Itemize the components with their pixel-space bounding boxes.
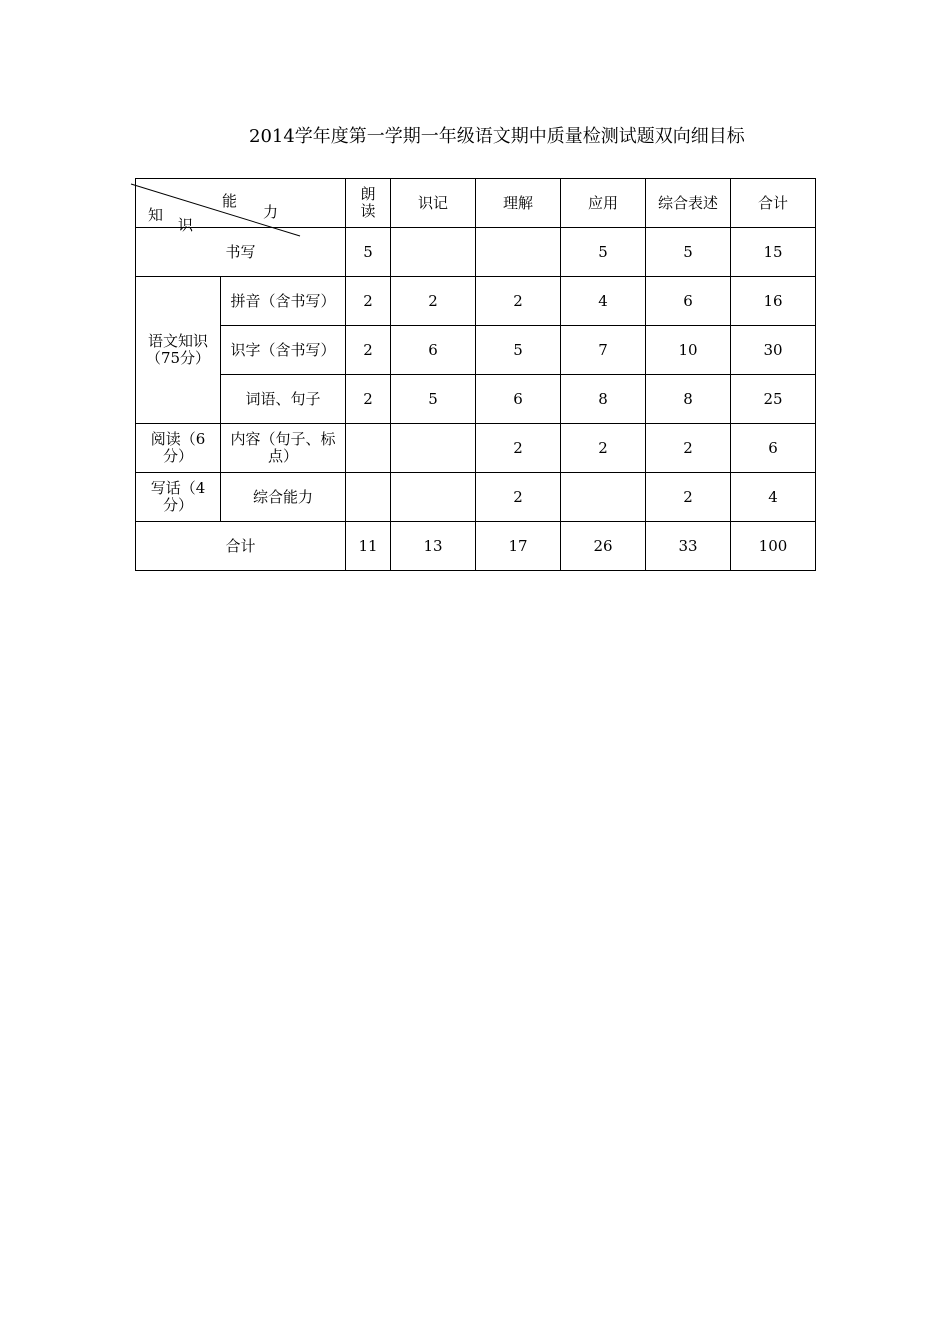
table-row	[136, 375, 816, 424]
table-cell: 7	[561, 326, 646, 375]
table-cell: 5	[646, 228, 731, 277]
table-cell: 5	[346, 228, 391, 277]
total-row	[136, 522, 816, 571]
table-cell: 4	[731, 473, 816, 522]
row-label-writing: 书写	[136, 228, 346, 277]
document-title: 2014学年度第一学期一年级语文期中质量检测试题双向细目标	[249, 126, 745, 147]
corner-knowledge-char-1: 知	[148, 206, 164, 224]
table-row	[136, 424, 816, 473]
table-cell: 4	[561, 277, 646, 326]
table-cell	[476, 228, 561, 277]
table-cell	[561, 473, 646, 522]
corner-knowledge-char-2: 识	[178, 216, 194, 234]
table-row	[136, 326, 816, 375]
row-label-characters: 识字（含书写）	[221, 326, 346, 375]
table-cell: 17	[476, 522, 561, 571]
table-cell: 5	[476, 326, 561, 375]
table-cell: 10	[646, 326, 731, 375]
table-cell	[346, 424, 391, 473]
table-cell: 25	[731, 375, 816, 424]
table-cell: 2	[646, 473, 731, 522]
header-total: 合计	[731, 179, 816, 228]
table-cell: 6	[476, 375, 561, 424]
header-memorize: 识记	[391, 179, 476, 228]
header-apply: 应用	[561, 179, 646, 228]
table-cell: 2	[476, 277, 561, 326]
table-cell: 2	[476, 473, 561, 522]
specification-table	[135, 178, 816, 571]
table-cell: 2	[646, 424, 731, 473]
table-cell	[391, 228, 476, 277]
table-cell: 5	[561, 228, 646, 277]
table-cell	[391, 473, 476, 522]
header-row	[136, 179, 816, 228]
diagonal-divider	[136, 179, 345, 228]
table-cell: 2	[391, 277, 476, 326]
table-cell: 2	[346, 375, 391, 424]
table-cell: 2	[561, 424, 646, 473]
table-cell: 2	[476, 424, 561, 473]
table-cell: 16	[731, 277, 816, 326]
group-label-writing-section: 写话（4 分）	[136, 473, 221, 522]
corner-header-cell	[136, 179, 346, 234]
table-row	[136, 228, 816, 277]
table-cell: 33	[646, 522, 731, 571]
group-label-reading: 阅读（6 分）	[136, 424, 221, 473]
table-cell: 30	[731, 326, 816, 375]
table-cell: 2	[346, 326, 391, 375]
corner-ability-char-1: 能	[222, 192, 238, 210]
table-cell: 8	[646, 375, 731, 424]
group-label-language: 语文知识 （75分）	[136, 277, 221, 424]
table-cell: 26	[561, 522, 646, 571]
row-label-total: 合计	[136, 522, 346, 571]
corner-ability-char-2: 力	[263, 203, 279, 221]
table-cell	[391, 424, 476, 473]
table-cell: 8	[561, 375, 646, 424]
header-reading: 朗 读	[346, 179, 391, 228]
table-cell: 5	[391, 375, 476, 424]
table-cell: 100	[731, 522, 816, 571]
row-label-comprehensive: 综合能力	[221, 473, 346, 522]
table-cell: 6	[731, 424, 816, 473]
row-label-words: 词语、句子	[221, 375, 346, 424]
table-row	[136, 473, 816, 522]
table-cell: 6	[391, 326, 476, 375]
row-label-reading-content: 内容（句子、标 点）	[221, 424, 346, 473]
table-cell: 6	[646, 277, 731, 326]
table-cell	[346, 473, 391, 522]
row-label-pinyin: 拼音（含书写）	[221, 277, 346, 326]
table-cell: 15	[731, 228, 816, 277]
table-cell: 2	[346, 277, 391, 326]
table-cell: 13	[391, 522, 476, 571]
table-cell: 11	[346, 522, 391, 571]
table-row	[136, 277, 816, 326]
header-understand: 理解	[476, 179, 561, 228]
header-expression: 综合表述	[646, 179, 731, 228]
